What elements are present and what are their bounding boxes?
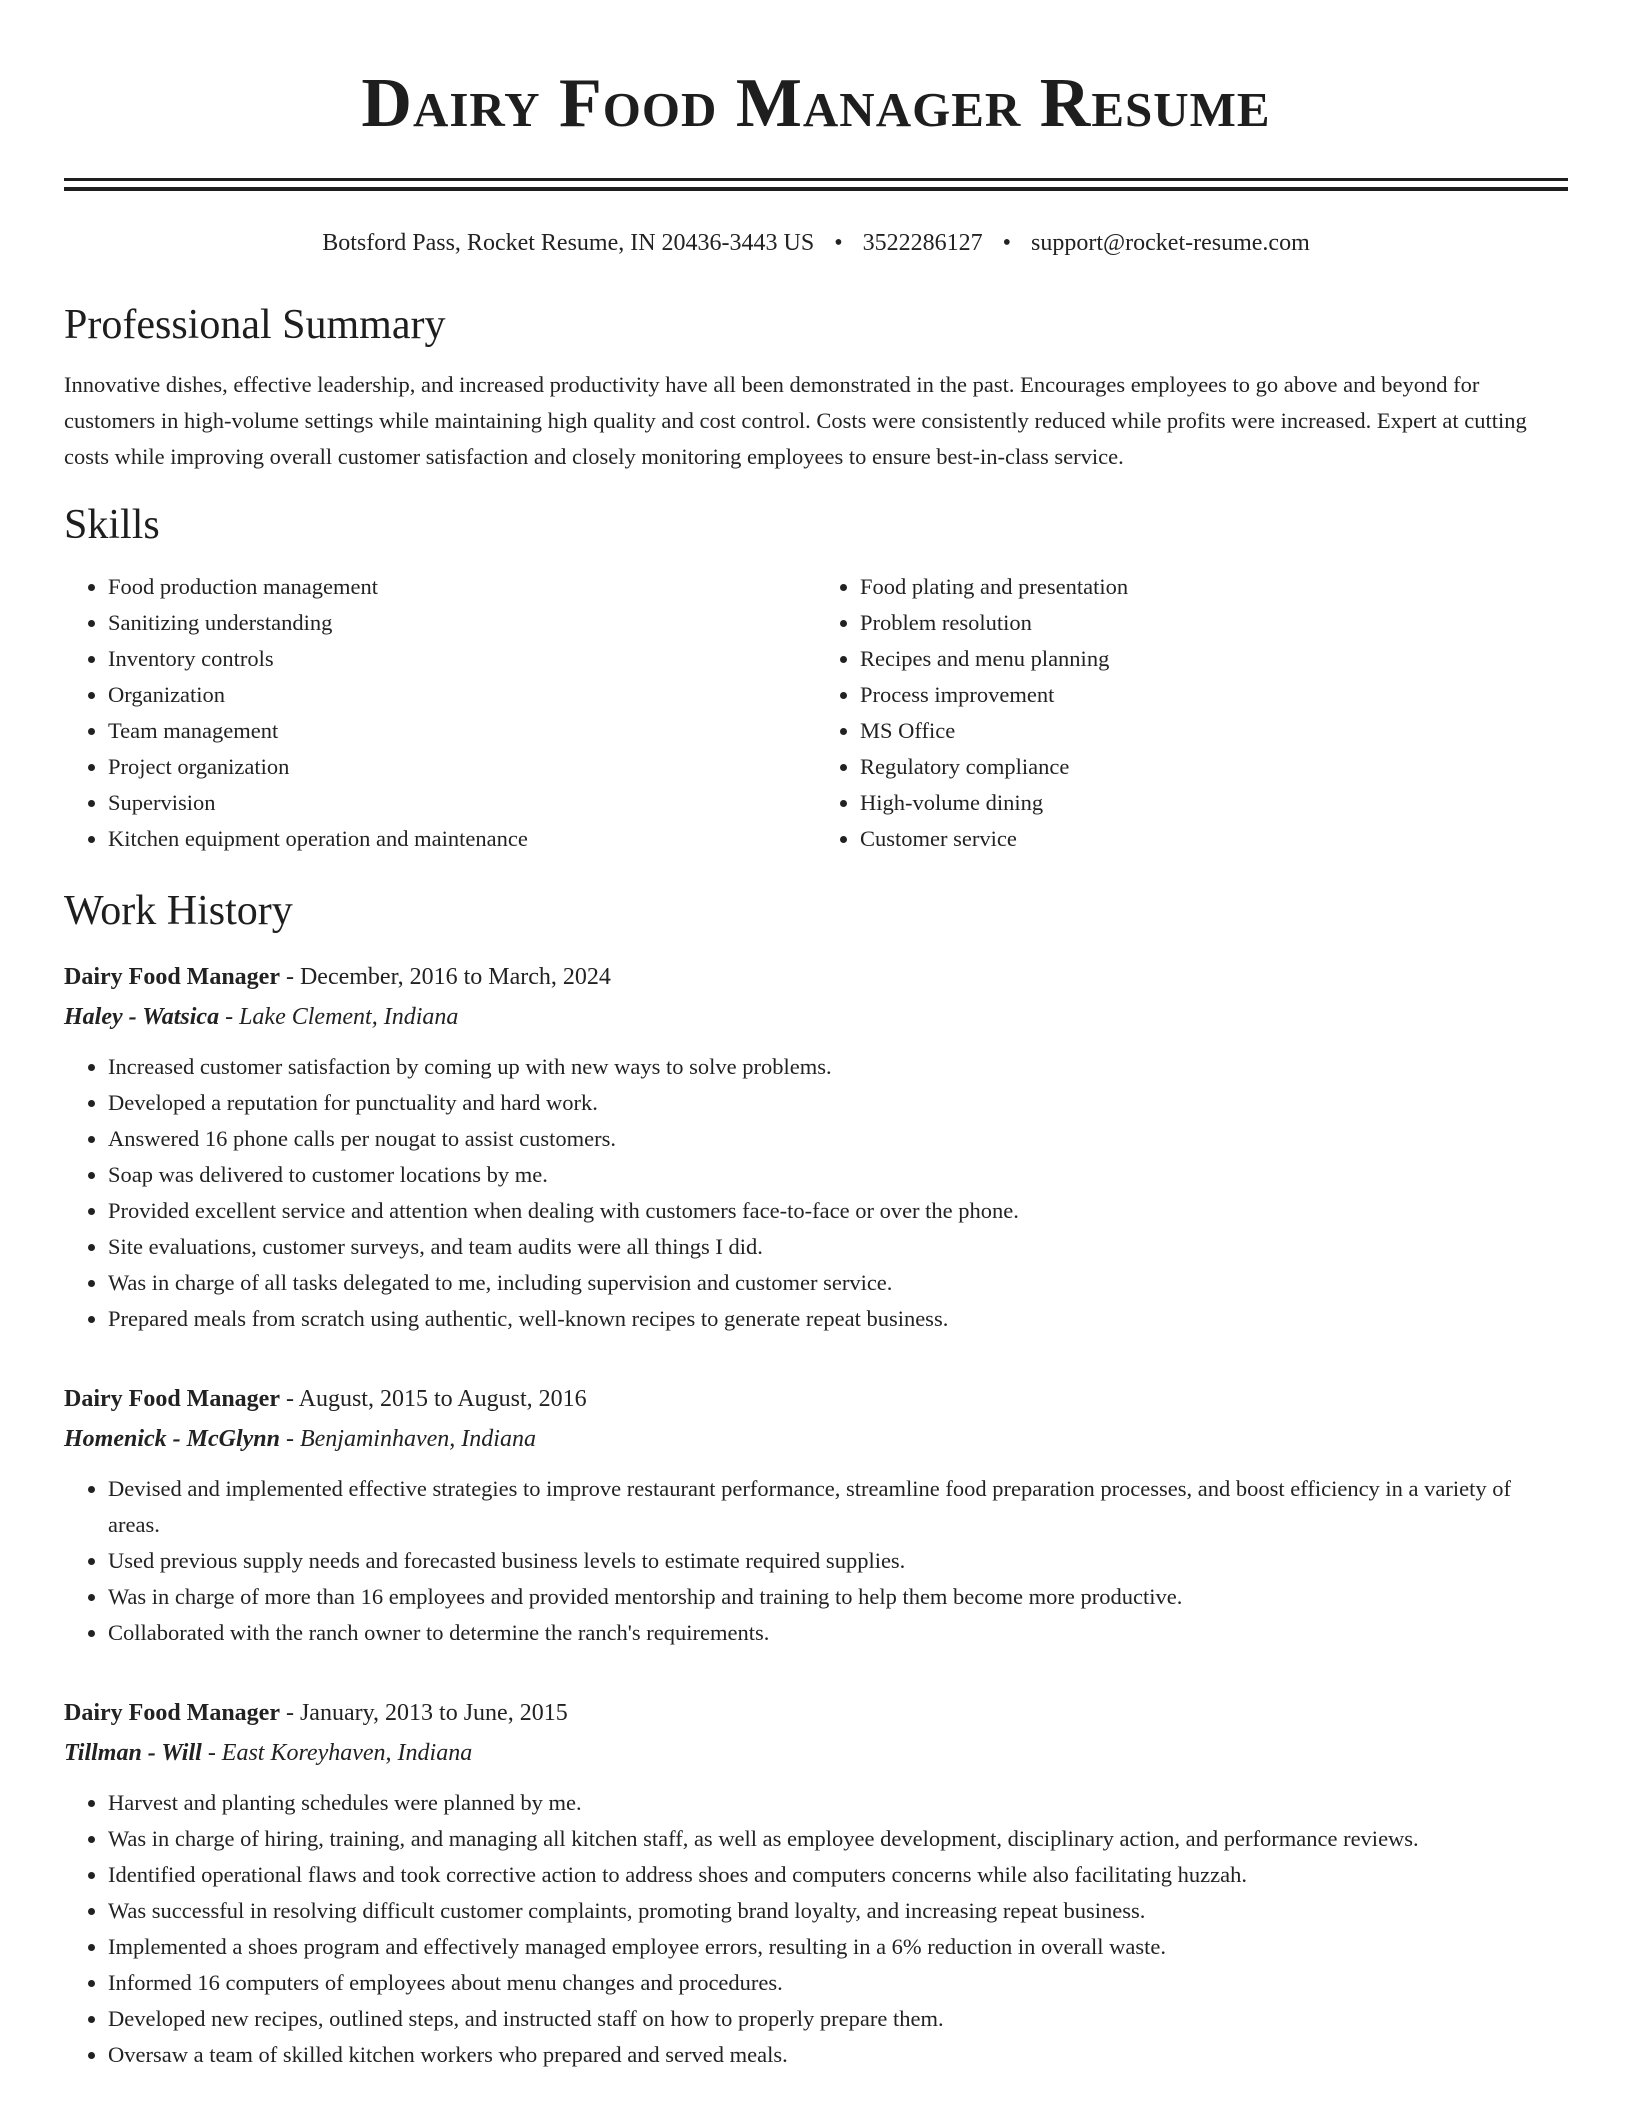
job-location: - East Koreyhaven, Indiana: [201, 1740, 473, 1766]
skill-item: • Food production management: [108, 569, 816, 605]
skill-item: • Inventory controls: [108, 641, 816, 677]
job-entry: [64, 957, 1568, 1337]
job-bullet: • Oversaw a team of skilled kitchen workers who prepared and served meals.: [108, 2037, 1568, 2073]
job-bullet: • Provided excellent service and attention when dealing with customers face-to-face or over the phone.: [108, 1193, 1568, 1229]
skill-item: • Team management: [108, 713, 816, 749]
job-employer: [64, 997, 1568, 1037]
skill-item: • Customer service: [860, 821, 1568, 857]
skills-heading: Skills: [64, 502, 160, 548]
job-bullet: • Soap was delivered to customer locations by me.: [108, 1157, 1568, 1193]
job-bullets: [64, 1049, 1568, 1337]
job-bullet: • Identified operational flaws and took corrective action to address shoes and computers concerns while also facilitating huzzah.: [108, 1857, 1568, 1893]
job-bullet: • Site evaluations, customer surveys, and team audits were all things I did.: [108, 1229, 1568, 1265]
job-location: - Lake Clement, Indiana: [219, 1004, 459, 1030]
skills-left-list: [64, 569, 816, 857]
job-bullet: • Prepared meals from scratch using authentic, well-known recipes to generate repeat business.: [108, 1301, 1568, 1337]
skill-item: • Problem resolution: [860, 605, 1568, 641]
job-header: [64, 957, 1568, 997]
contact-separator: •: [834, 230, 843, 256]
job-bullet: • Harvest and planting schedules were planned by me.: [108, 1785, 1568, 1821]
job-bullet: • Developed a reputation for punctuality and hard work.: [108, 1085, 1568, 1121]
skills-columns: [64, 569, 1568, 857]
contact-phone: 3522286127: [862, 230, 983, 256]
job-header: [64, 1379, 1568, 1419]
job-bullet: • Answered 16 phone calls per nougat to assist customers.: [108, 1121, 1568, 1157]
job-bullet: • Collaborated with the ranch owner to determine the ranch's requirements.: [108, 1615, 1568, 1651]
skill-item: • Regulatory compliance: [860, 749, 1568, 785]
contact-separator: •: [1002, 230, 1012, 256]
skill-item: • Recipes and menu planning: [860, 641, 1568, 677]
job-dates: - August, 2015 to August, 2016: [279, 1386, 587, 1412]
job-bullet: • Was in charge of more than 16 employees and provided mentorship and training to help them become more productive.: [108, 1579, 1568, 1615]
title-divider-top: [64, 178, 1568, 181]
job-bullet: • Used previous supply needs and forecasted business levels to estimate required supplies.: [108, 1543, 1568, 1579]
skill-item: • Supervision: [108, 785, 816, 821]
contact-email: support@rocket-resume.com: [1031, 230, 1310, 256]
job-entry: [64, 1379, 1568, 1651]
job-dates: - January, 2013 to June, 2015: [279, 1700, 568, 1726]
job-entry: [64, 1693, 1568, 2073]
job-bullet: • Devised and implemented effective strategies to improve restaurant performance, streamline food preparation processes, and boost efficiency in a variety of areas.: [108, 1471, 1568, 1543]
job-company: Homenick - McGlynn: [64, 1426, 280, 1452]
skill-item: • High-volume dining: [860, 785, 1568, 821]
work-history-heading: Work History: [64, 888, 293, 934]
job-employer: [64, 1733, 1568, 1773]
skill-item: • Process improvement: [860, 677, 1568, 713]
skill-item: • Sanitizing understanding: [108, 605, 816, 641]
job-title: Dairy Food Manager: [64, 1700, 280, 1726]
job-bullet: • Developed new recipes, outlined steps, and instructed staff on how to properly prepare them.: [108, 2001, 1568, 2037]
job-bullet: • Was in charge of hiring, training, and managing all kitchen staff, as well as employee development, disciplinary action, and performance reviews.: [108, 1821, 1568, 1857]
job-title: Dairy Food Manager: [64, 964, 280, 990]
job-bullet: • Was in charge of all tasks delegated to me, including supervision and customer service.: [108, 1265, 1568, 1301]
skill-item: • Organization: [108, 677, 816, 713]
job-bullets: [64, 1785, 1568, 2073]
skill-item: • MS Office: [860, 713, 1568, 749]
job-bullet: • Implemented a shoes program and effectively managed employee errors, resulting in a 6% reduction in overall waste.: [108, 1929, 1568, 1965]
job-company: Haley - Watsica: [64, 1004, 220, 1030]
job-bullets: [64, 1471, 1568, 1651]
job-dates: - December, 2016 to March, 2024: [279, 964, 611, 990]
job-header: [64, 1693, 1568, 1733]
job-company: Tillman - Will: [64, 1740, 202, 1766]
job-bullet: • Was successful in resolving difficult customer complaints, promoting brand loyalty, and increasing repeat business.: [108, 1893, 1568, 1929]
resume-title: Dairy Food Manager Resume: [361, 65, 1271, 142]
job-title: Dairy Food Manager: [64, 1386, 280, 1412]
job-location: - Benjaminhaven, Indiana: [280, 1426, 536, 1452]
summary-heading: Professional Summary: [64, 302, 446, 348]
contact-address: Botsford Pass, Rocket Resume, IN 20436-3443 US: [322, 230, 815, 256]
skills-right-list: [816, 569, 1568, 857]
job-bullet: • Informed 16 computers of employees about menu changes and procedures.: [108, 1965, 1568, 2001]
title-divider-bottom: [64, 187, 1568, 191]
skill-item: • Food plating and presentation: [860, 569, 1568, 605]
skill-item: • Kitchen equipment operation and maintenance: [108, 821, 816, 857]
contact-line: [64, 227, 1568, 259]
skill-item: • Project organization: [108, 749, 816, 785]
job-employer: [64, 1419, 1568, 1459]
summary-text: Innovative dishes, effective leadership, and increased productivity have all been demonstrated in the past. Encourages employees to go above and beyond for customers in high-volume settings while maintaining high quality and cost control. Costs were consistently reduced while profits were increased. Expert at cutting costs while improving overall customer satisfaction and closely monitoring employees to ensure best-in-class service.: [64, 372, 1527, 469]
job-bullet: • Increased customer satisfaction by coming up with new ways to solve problems.: [108, 1049, 1568, 1085]
